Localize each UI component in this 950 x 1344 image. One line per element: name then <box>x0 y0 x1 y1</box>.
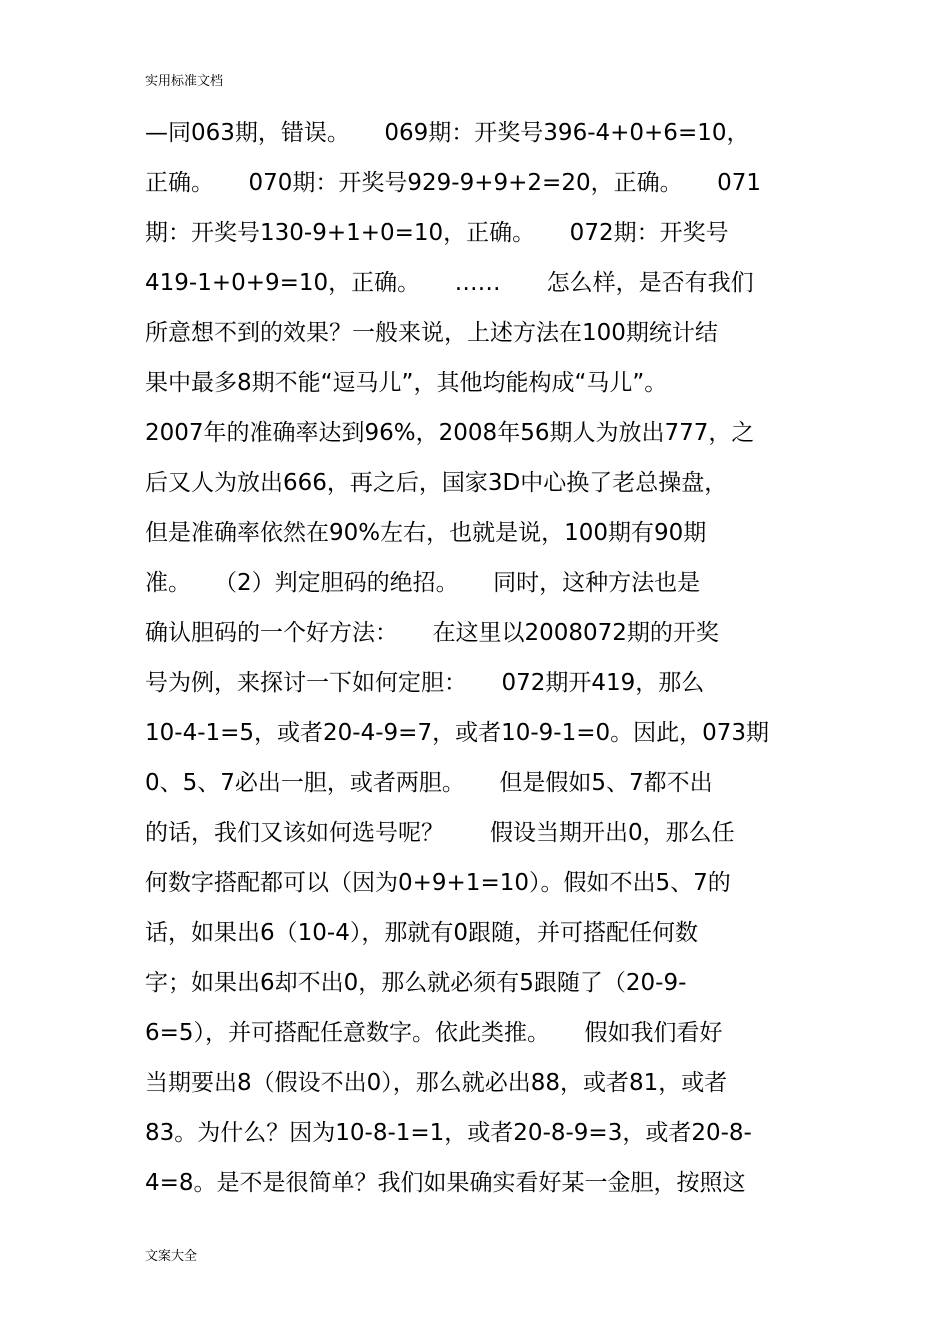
text-line: 所意想不到的效果？一般来说，上述方法在100期统计结 <box>145 320 718 346</box>
text-line: 果中最多8期不能“逗马儿”，其他均能构成“马儿”。 <box>145 370 668 396</box>
text-line: 正确。 070期：开奖号929-9+9+2=20，正确。 071 <box>145 170 761 196</box>
text-line: 但是准确率依然在90%左右，也就是说，100期有90期 <box>145 520 707 546</box>
body-text <box>145 116 810 1216</box>
text-line: 419-1+0+9=10，正确。 …… 怎么样，是否有我们 <box>145 270 754 296</box>
text-line: 确认胆码的一个好方法： 在这里以2008072期的开奖 <box>145 620 719 646</box>
text-line: 号为例，来探讨一下如何定胆： 072期开419，那么 <box>145 670 705 696</box>
text-line: 的话，我们又该如何选号呢？ 假设当期开出0，那么任 <box>145 820 735 846</box>
text-line: —同063期，错误。 069期：开奖号396-4+0+6=10， <box>145 120 750 146</box>
text-line: 0、5、7必出一胆，或者两胆。 但是假如5、7都不出 <box>145 770 713 796</box>
text-line: 何数字搭配都可以（因为0+9+1=10）。假如不出5、7的 <box>145 870 731 896</box>
text-line: 后又人为放出666，再之后，国家3D中心换了老总操盘， <box>145 470 728 496</box>
text-line: 字；如果出6却不出0，那么就必须有5跟随了（20-9- <box>145 970 687 996</box>
text-line: 当期要出8（假设不出0），那么就必出88，或者81，或者 <box>145 1070 728 1096</box>
text-line: 准。 （2）判定胆码的绝招。 同时，这种方法也是 <box>145 570 701 596</box>
page-footer: 文案大全 <box>145 1249 198 1264</box>
text-line: 2007年的准确率达到96%，2008年56期人为放出777，之 <box>145 420 755 446</box>
text-line: 期：开奖号130-9+1+0=10，正确。 072期：开奖号 <box>145 220 729 246</box>
text-line: 10-4-1=5，或者20-4-9=7，或者10-9-1=0。因此，073期 <box>145 720 770 746</box>
text-line: 6=5），并可搭配任意数字。依此类推。 假如我们看好 <box>145 1020 723 1046</box>
page-header: 实用标准文档 <box>145 74 224 89</box>
text-line: 4=8。是不是很简单？我们如果确实看好某一金胆，按照这 <box>145 1170 746 1196</box>
text-line: 话，如果出6（10-4），那就有0跟随，并可搭配任何数 <box>145 920 698 946</box>
text-line: 83。为什么？因为10-8-1=1，或者20-8-9=3，或者20-8- <box>145 1120 752 1146</box>
